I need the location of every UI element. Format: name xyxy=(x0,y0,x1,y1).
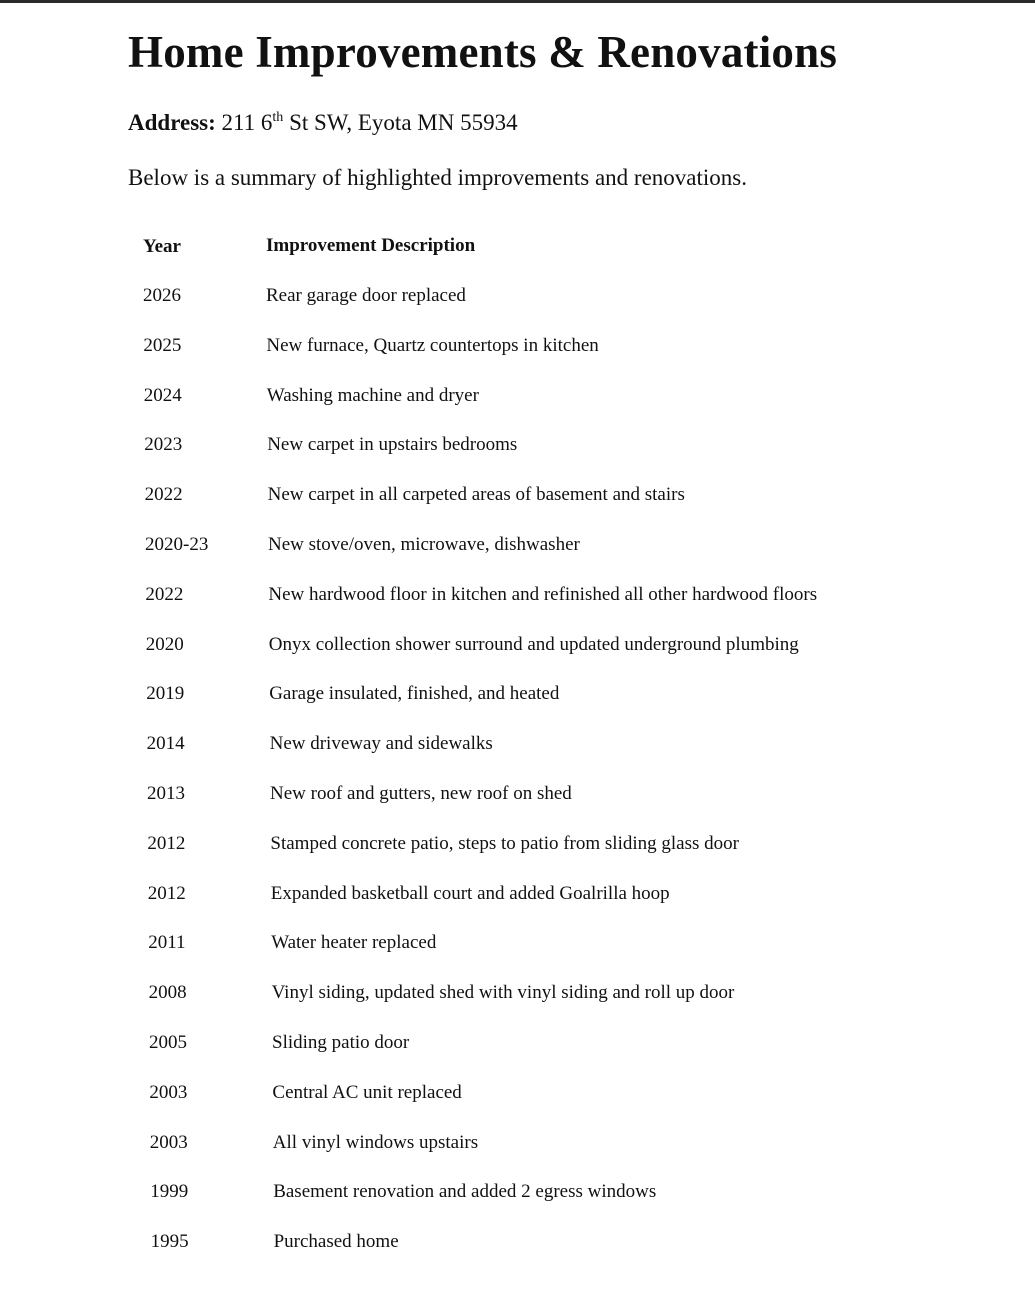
table-row xyxy=(0,1083,1035,1113)
table-row xyxy=(0,784,1035,814)
table-row xyxy=(0,435,1035,465)
row-year: 2014 xyxy=(146,733,185,755)
table-row xyxy=(0,585,1035,615)
row-year: 2008 xyxy=(148,982,187,1004)
row-year: 2023 xyxy=(144,434,183,456)
row-description: Basement renovation and added 2 egress windows xyxy=(273,1181,657,1203)
row-description: Stamped concrete patio, steps to patio from sliding glass door xyxy=(270,832,739,854)
table-row xyxy=(0,286,1035,316)
page-title: Home Improvements & Renovations xyxy=(128,27,838,77)
intro-text: Below is a summary of highlighted improvements and renovations. xyxy=(128,165,747,190)
address-street: St SW, Eyota MN 55934 xyxy=(283,110,518,135)
table-row xyxy=(0,983,1035,1013)
row-description: Expanded basketball court and added Goalrilla hoop xyxy=(270,882,670,904)
row-description: New driveway and sidewalks xyxy=(269,733,493,755)
row-description: Central AC unit replaced xyxy=(272,1081,462,1103)
row-year: 2003 xyxy=(149,1081,188,1103)
row-description: Rear garage door replaced xyxy=(266,285,466,306)
table-row xyxy=(0,834,1035,864)
table-row xyxy=(0,734,1035,764)
description-column-header: Improvement Description xyxy=(266,235,476,256)
row-year: 2005 xyxy=(149,1032,187,1053)
row-year: 2022 xyxy=(144,484,183,506)
row-description: Garage insulated, finished, and heated xyxy=(269,683,560,705)
row-year: 2020-23 xyxy=(145,534,209,555)
row-description: New hardwood floor in kitchen and refinished all other hardwood floors xyxy=(268,583,818,605)
row-year: 2025 xyxy=(143,334,182,356)
row-year: 2019 xyxy=(146,683,185,705)
row-year: 2024 xyxy=(143,384,182,406)
year-column-header: Year xyxy=(143,236,181,257)
table-row xyxy=(0,535,1035,565)
row-year: 2026 xyxy=(143,285,181,306)
table-row xyxy=(0,884,1035,914)
row-description: New furnace, Quartz countertops in kitchen xyxy=(266,334,599,356)
table-row xyxy=(0,485,1035,515)
row-description: Purchased home xyxy=(273,1231,399,1253)
row-description: Water heater replaced xyxy=(271,932,437,954)
table-row xyxy=(0,336,1035,366)
row-description: Onyx collection shower surround and updated underground plumbing xyxy=(268,633,799,655)
row-year: 2003 xyxy=(149,1131,188,1153)
row-description: New carpet in upstairs bedrooms xyxy=(267,434,518,456)
table-row xyxy=(0,1182,1035,1212)
address-number: 211 6 xyxy=(221,110,273,135)
row-description: New carpet in all carpeted areas of basement and stairs xyxy=(267,484,685,506)
row-year: 1999 xyxy=(150,1181,189,1203)
table-row xyxy=(0,684,1035,714)
row-description: Vinyl siding, updated shed with vinyl siding and roll up door xyxy=(271,982,735,1004)
row-year: 2022 xyxy=(145,583,184,605)
table-row xyxy=(0,635,1035,665)
address-label: Address: xyxy=(128,110,216,135)
row-year: 2012 xyxy=(147,882,186,904)
row-year: 2020 xyxy=(145,633,184,655)
table-row xyxy=(0,1133,1035,1163)
row-description: New stove/oven, microwave, dishwasher xyxy=(268,534,580,555)
row-description: New roof and gutters, new roof on shed xyxy=(270,783,572,804)
table-row xyxy=(0,1232,1035,1262)
table-row xyxy=(0,1033,1035,1063)
table-row xyxy=(0,386,1035,416)
row-year: 2013 xyxy=(147,783,185,804)
row-description: Washing machine and dryer xyxy=(266,384,479,406)
row-year: 1995 xyxy=(150,1231,189,1253)
row-year: 2011 xyxy=(148,932,186,954)
row-description: Sliding patio door xyxy=(272,1032,410,1053)
row-year: 2012 xyxy=(147,832,186,854)
table-row xyxy=(0,933,1035,963)
row-description: All vinyl windows upstairs xyxy=(272,1131,479,1153)
address-ordinal: th xyxy=(272,110,284,125)
